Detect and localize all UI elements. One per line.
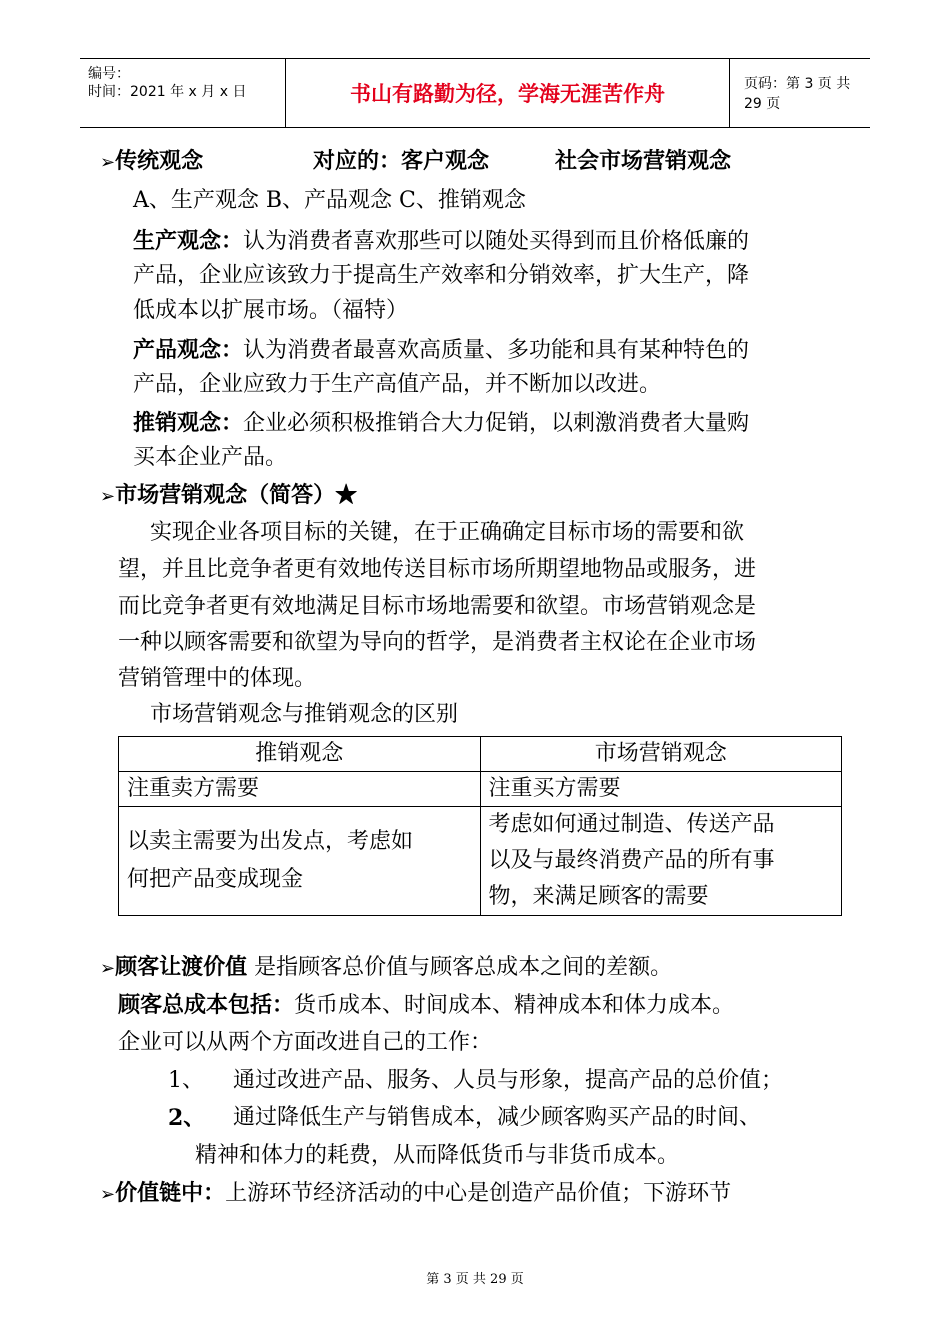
- heading-title: 顾客让渡价值: [115, 954, 248, 980]
- page-header: [80, 58, 870, 128]
- list-item-2-text-line-1: 通过降低生产与销售成本，减少顾客购买产品的时间、: [233, 1105, 762, 1130]
- total-cost-text: 货币成本、时间成本、精神成本和体力成本。: [294, 993, 735, 1018]
- list-item-1-number: 1、: [168, 1068, 204, 1093]
- production-concept-line-3: 低成本以扩展市场。（福特）: [133, 298, 409, 323]
- heading-title: 传统观念: [115, 148, 204, 174]
- table-header-selling: 推销观念: [119, 737, 481, 772]
- heading-customer-concept: 对应的：客户观念: [313, 148, 490, 174]
- table-cell: [119, 807, 481, 916]
- total-cost-line: [118, 990, 734, 1021]
- document-number-label: 编号：: [88, 66, 130, 82]
- heading-title: 市场营销观念（简答）★: [115, 482, 358, 508]
- page-footer: 第 3 页 共 29 页: [426, 1272, 524, 1287]
- document-time: 时间：2021 年 x 月 x 日: [88, 84, 247, 100]
- value-chain-text: 上游环节经济活动的中心是创造产品价值；下游环节: [225, 1181, 732, 1206]
- selling-concept-label: 推销观念：: [133, 410, 244, 436]
- comparison-table: [118, 736, 842, 916]
- production-concept-line-1: [133, 226, 749, 257]
- arrow-bullet-icon: ➢: [100, 152, 116, 173]
- production-concept-text: 认为消费者喜欢那些可以随处买得到而且价格低廉的: [243, 229, 750, 254]
- table-row: [119, 772, 842, 807]
- product-concept-label: 产品观念：: [133, 337, 244, 363]
- product-concept-text: 认为消费者最喜欢高质量、多功能和具有某种特色的: [243, 338, 750, 363]
- selling-concept-line-1: [133, 408, 749, 439]
- selling-concept-text: 企业必须积极推销合大力促销，以刺激消费者大量购: [243, 411, 750, 436]
- header-page-info: 页码：第 3 页 共 29 页: [744, 76, 851, 112]
- header-meta: [80, 59, 285, 127]
- list-item-2-text-line-2: 精神和体力的耗费，从而降低货币与非货币成本。: [195, 1143, 680, 1168]
- total-cost-label: 顾客总成本包括：: [118, 992, 295, 1018]
- table-cell-line: 以及与最终消费产品的所有事: [488, 848, 775, 873]
- table-row: [119, 807, 842, 916]
- list-item-1-text: 通过改进产品、服务、人员与形象，提高产品的总价值；: [233, 1068, 784, 1093]
- arrow-bullet-icon: ➢: [100, 958, 116, 979]
- table-cell-line: 考虑如何通过制造、传送产品: [488, 812, 775, 837]
- improvement-intro: 企业可以从两个方面改进自己的工作：: [118, 1030, 493, 1055]
- table-cell-line: 何把产品变成现金: [127, 867, 304, 892]
- production-concept-label: 生产观念：: [133, 228, 244, 254]
- section-value-chain: [100, 1178, 731, 1210]
- table-header-marketing: 市场营销观念: [480, 737, 842, 772]
- arrow-bullet-icon: ➢: [100, 1184, 116, 1205]
- section-traditional-concepts-heading: [100, 146, 203, 178]
- production-concept-line-2: 产品，企业应该致力于提高生产效率和分销效率，扩大生产，降: [133, 263, 750, 288]
- header-motto: 书山有路勤为径，学海无涯苦作舟: [285, 59, 730, 127]
- customer-value-description: 是指顾客总价值与顾客总成本之间的差额。: [247, 955, 673, 980]
- product-concept-line-1: [133, 335, 749, 366]
- selling-concept-line-2: 买本企业产品。: [133, 445, 288, 470]
- table-cell: 注重买方需要: [480, 772, 842, 807]
- table-cell-line: 物，来满足顾客的需要: [488, 884, 709, 909]
- table-header-row: [119, 737, 842, 772]
- heading-title: 价值链中：: [115, 1180, 226, 1206]
- table-cell-line: 以卖主需要为出发点，考虑如: [127, 829, 414, 854]
- concept-options: A、生产观念 B、产品观念 C、推销观念: [133, 188, 526, 213]
- marketing-paragraph-line-1: 实现企业各项目标的关键，在于正确确定目标市场的需要和欲: [150, 520, 745, 545]
- marketing-paragraph-line-4: 一种以顾客需要和欲望为导向的哲学，是消费者主权论在企业市场: [118, 630, 757, 655]
- list-item-2-number: 2、: [168, 1105, 206, 1131]
- marketing-paragraph-line-2: 望，并且比竞争者更有效地传送目标市场所期望地物品或服务，进: [118, 557, 757, 582]
- section-marketing-concept-heading: [100, 480, 357, 512]
- table-caption: 市场营销观念与推销观念的区别: [150, 702, 459, 727]
- table-cell: 注重卖方需要: [119, 772, 481, 807]
- heading-social-marketing-concept: 社会市场营销观念: [555, 148, 732, 174]
- marketing-paragraph-line-5: 营销管理中的体现。: [118, 666, 317, 691]
- marketing-paragraph-line-3: 而比竞争者更有效地满足目标市场地需要和欲望。市场营销观念是: [118, 594, 757, 619]
- table-cell: [480, 807, 842, 916]
- product-concept-line-2: 产品，企业应致力于生产高值产品，并不断加以改进。: [133, 372, 662, 397]
- section-customer-delivered-value: [100, 952, 672, 984]
- arrow-bullet-icon: ➢: [100, 486, 116, 507]
